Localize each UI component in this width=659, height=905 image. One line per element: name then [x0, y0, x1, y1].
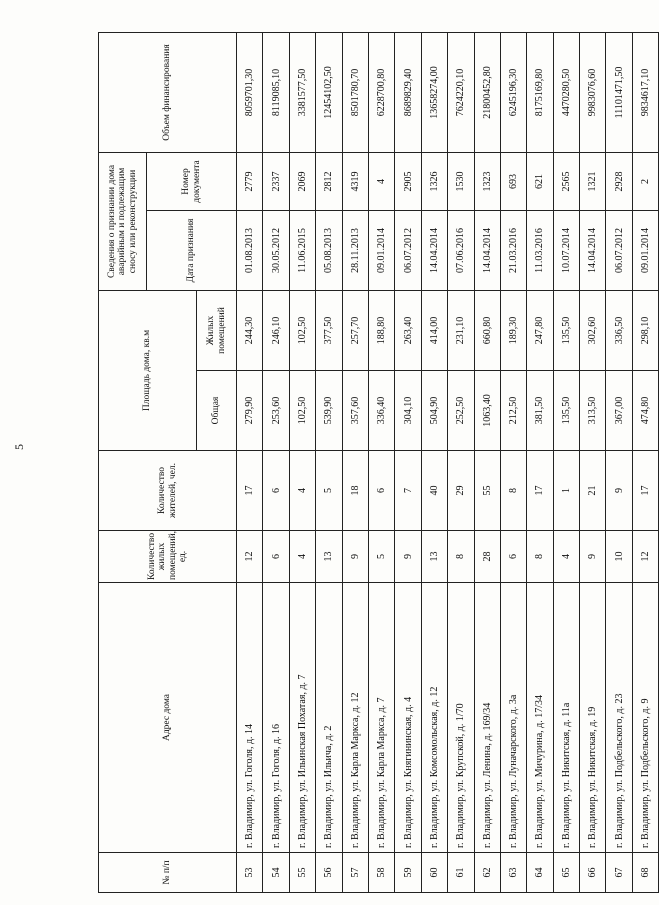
cell-num: 55 [289, 853, 315, 893]
cell-num: 56 [316, 853, 342, 893]
header-rooms-count: Количество жилых помещений, ед. [99, 531, 237, 583]
cell-financing: 9983076,60 [580, 32, 606, 152]
cell-rooms: 9 [395, 531, 421, 583]
cell-area-living: 244,30 [237, 290, 263, 370]
cell-residents: 17 [527, 451, 553, 531]
table-row [632, 32, 658, 892]
cell-rooms: 5 [368, 531, 394, 583]
cell-area-total: 367,00 [606, 371, 632, 451]
cell-doc: 1321 [580, 152, 606, 210]
cell-area-total: 102,50 [289, 371, 315, 451]
cell-financing: 7624220,10 [448, 32, 474, 152]
cell-address: г. Владимир, ул. Ильича, д. 2 [316, 583, 342, 853]
cell-residents: 6 [263, 451, 289, 531]
header-area-living: Жилых помещений [197, 290, 237, 370]
cell-financing: 8175169,80 [527, 32, 553, 152]
cell-area-total: 252,50 [448, 371, 474, 451]
cell-area-total: 539,90 [316, 371, 342, 451]
cell-area-total: 304,10 [395, 371, 421, 451]
cell-doc: 4 [368, 152, 394, 210]
header-residents: Количество жителей, чел. [99, 451, 237, 531]
cell-doc: 2069 [289, 152, 315, 210]
cell-date: 06.07.2012 [606, 210, 632, 290]
cell-address: г. Владимир, ул. Гоголя, д. 14 [237, 583, 263, 853]
housing-table [98, 32, 659, 893]
cell-area-living: 257,70 [342, 290, 368, 370]
cell-residents: 8 [500, 451, 526, 531]
cell-rooms: 4 [553, 531, 579, 583]
cell-financing: 3381577,50 [289, 32, 315, 152]
cell-area-living: 246,10 [263, 290, 289, 370]
cell-address: г. Владимир, ул. Комсомольская, д. 12 [421, 583, 447, 853]
cell-num: 53 [237, 853, 263, 893]
cell-num: 63 [500, 853, 526, 893]
cell-area-living: 263,40 [395, 290, 421, 370]
cell-address: г. Владимир, ул. Карла Маркса, д. 7 [368, 583, 394, 853]
table-row [553, 32, 579, 892]
cell-num: 64 [527, 853, 553, 893]
table-row [342, 32, 368, 892]
cell-num: 54 [263, 853, 289, 893]
cell-address: г. Владимир, ул. Луначарского, д. 3а [500, 583, 526, 853]
table-row [606, 32, 632, 892]
cell-num: 67 [606, 853, 632, 893]
table-row [237, 32, 263, 892]
cell-residents: 6 [368, 451, 394, 531]
cell-financing: 12454102,50 [316, 32, 342, 152]
cell-area-total: 504,90 [421, 371, 447, 451]
cell-num: 58 [368, 853, 394, 893]
cell-num: 62 [474, 853, 500, 893]
cell-area-total: 253,60 [263, 371, 289, 451]
cell-area-living: 302,60 [580, 290, 606, 370]
table-row [527, 32, 553, 892]
cell-financing: 4470280,50 [553, 32, 579, 152]
cell-num: 57 [342, 853, 368, 893]
table-row [395, 32, 421, 892]
cell-area-living: 247,80 [527, 290, 553, 370]
cell-doc: 693 [500, 152, 526, 210]
cell-residents: 21 [580, 451, 606, 531]
cell-financing: 13658274,00 [421, 32, 447, 152]
table-row [474, 32, 500, 892]
cell-area-total: 1063,40 [474, 371, 500, 451]
cell-financing: 6228700,80 [368, 32, 394, 152]
cell-area-living: 189,30 [500, 290, 526, 370]
cell-date: 07.06.2016 [448, 210, 474, 290]
cell-residents: 18 [342, 451, 368, 531]
cell-financing: 8501780,70 [342, 32, 368, 152]
cell-date: 06.07.2012 [395, 210, 421, 290]
cell-date: 28.11.2013 [342, 210, 368, 290]
header-num: № п/п [99, 853, 237, 893]
header-area-total: Общая [197, 371, 237, 451]
cell-date: 30.05.2012 [263, 210, 289, 290]
cell-area-living: 377,50 [316, 290, 342, 370]
cell-num: 60 [421, 853, 447, 893]
cell-doc: 2 [632, 152, 658, 210]
cell-area-total: 279,90 [237, 371, 263, 451]
header-recognition-date: Дата признания [147, 210, 237, 290]
cell-date: 11.03.2016 [527, 210, 553, 290]
cell-residents: 29 [448, 451, 474, 531]
header-doc-number: Номер документа [147, 152, 237, 210]
cell-area-living: 188,80 [368, 290, 394, 370]
cell-rooms: 28 [474, 531, 500, 583]
cell-address: г. Владимир, ул. Подбельского, д. 9 [632, 583, 658, 853]
cell-date: 10.07.2014 [553, 210, 579, 290]
cell-doc: 2812 [316, 152, 342, 210]
cell-rooms: 9 [342, 531, 368, 583]
cell-doc: 2565 [553, 152, 579, 210]
cell-address: г. Владимир, ул. Никитская, д. 19 [580, 583, 606, 853]
cell-area-total: 474,80 [632, 371, 658, 451]
cell-rooms: 9 [580, 531, 606, 583]
cell-area-total: 313,50 [580, 371, 606, 451]
cell-residents: 4 [289, 451, 315, 531]
cell-doc: 1530 [448, 152, 474, 210]
cell-financing: 11101471,50 [606, 32, 632, 152]
cell-doc: 1323 [474, 152, 500, 210]
header-recognition-group: Сведения о признании дома аварийным и подлежащим сносу или реконструкции [99, 152, 147, 290]
cell-financing: 8119085,10 [263, 32, 289, 152]
cell-rooms: 6 [500, 531, 526, 583]
cell-num: 68 [632, 853, 658, 893]
cell-address: г. Владимир, ул. Княгининская, д. 4 [395, 583, 421, 853]
cell-rooms: 13 [316, 531, 342, 583]
header-area-group: Площадь дома, кв.м [99, 290, 197, 450]
cell-doc: 2779 [237, 152, 263, 210]
cell-rooms: 8 [527, 531, 553, 583]
cell-residents: 1 [553, 451, 579, 531]
cell-date: 14.04.2014 [580, 210, 606, 290]
cell-residents: 7 [395, 451, 421, 531]
cell-address: г. Владимир, ул. Ленина, д. 169/34 [474, 583, 500, 853]
cell-doc: 2905 [395, 152, 421, 210]
cell-residents: 55 [474, 451, 500, 531]
cell-financing: 8689829,40 [395, 32, 421, 152]
cell-area-living: 135,50 [553, 290, 579, 370]
header-address: Адрес дома [99, 583, 237, 853]
cell-doc: 2337 [263, 152, 289, 210]
cell-address: г. Владимир, ул. Мичурина, д. 17/34 [527, 583, 553, 853]
cell-rooms: 12 [237, 531, 263, 583]
cell-area-living: 414,00 [421, 290, 447, 370]
cell-area-living: 298,10 [632, 290, 658, 370]
cell-financing: 8059701,30 [237, 32, 263, 152]
table-row [448, 32, 474, 892]
cell-date: 09.01.2014 [632, 210, 658, 290]
cell-address: г. Владимир, ул. Никитская, д. 11а [553, 583, 579, 853]
cell-area-total: 381,50 [527, 371, 553, 451]
cell-residents: 40 [421, 451, 447, 531]
table-body [237, 32, 659, 892]
table-row [263, 32, 289, 892]
cell-financing: 6245196,30 [500, 32, 526, 152]
table-row [316, 32, 342, 892]
cell-address: г. Владимир, ул. Крупской, д. 1/70 [448, 583, 474, 853]
cell-doc: 4319 [342, 152, 368, 210]
table-row [289, 32, 315, 892]
cell-num: 65 [553, 853, 579, 893]
cell-address: г. Владимир, ул. Гоголя, д. 16 [263, 583, 289, 853]
cell-rooms: 8 [448, 531, 474, 583]
cell-num: 59 [395, 853, 421, 893]
cell-date: 14.04.2014 [421, 210, 447, 290]
table-row [368, 32, 394, 892]
table-row [580, 32, 606, 892]
cell-date: 05.08.2013 [316, 210, 342, 290]
cell-doc: 2928 [606, 152, 632, 210]
cell-area-living: 102,50 [289, 290, 315, 370]
header-financing: Объем финансирования [99, 32, 237, 152]
cell-financing: 9834617,10 [632, 32, 658, 152]
cell-area-total: 336,40 [368, 371, 394, 451]
cell-area-total: 135,50 [553, 371, 579, 451]
cell-rooms: 4 [289, 531, 315, 583]
table-row [500, 32, 526, 892]
cell-area-total: 212,50 [500, 371, 526, 451]
cell-address: г. Владимир, ул. Ильинская Похатая, д. 7 [289, 583, 315, 853]
cell-address: г. Владимир, ул. Подбельского, д. 23 [606, 583, 632, 853]
cell-residents: 17 [632, 451, 658, 531]
cell-area-living: 336,50 [606, 290, 632, 370]
cell-rooms: 6 [263, 531, 289, 583]
cell-date: 21.03.2016 [500, 210, 526, 290]
page-number: 5 [12, 444, 26, 450]
cell-area-living: 660,80 [474, 290, 500, 370]
table-row [421, 32, 447, 892]
cell-num: 61 [448, 853, 474, 893]
cell-date: 14.04.2014 [474, 210, 500, 290]
cell-doc: 1326 [421, 152, 447, 210]
cell-date: 09.01.2014 [368, 210, 394, 290]
cell-area-living: 231,10 [448, 290, 474, 370]
cell-residents: 5 [316, 451, 342, 531]
cell-area-total: 357,60 [342, 371, 368, 451]
cell-rooms: 12 [632, 531, 658, 583]
cell-num: 66 [580, 853, 606, 893]
cell-doc: 621 [527, 152, 553, 210]
cell-residents: 9 [606, 451, 632, 531]
cell-financing: 21800452,80 [474, 32, 500, 152]
cell-date: 11.06.2015 [289, 210, 315, 290]
cell-rooms: 13 [421, 531, 447, 583]
cell-address: г. Владимир, ул. Карла Маркса, д. 12 [342, 583, 368, 853]
cell-rooms: 10 [606, 531, 632, 583]
cell-date: 01.08.2013 [237, 210, 263, 290]
cell-residents: 17 [237, 451, 263, 531]
rotated-table-wrapper [98, 33, 652, 893]
